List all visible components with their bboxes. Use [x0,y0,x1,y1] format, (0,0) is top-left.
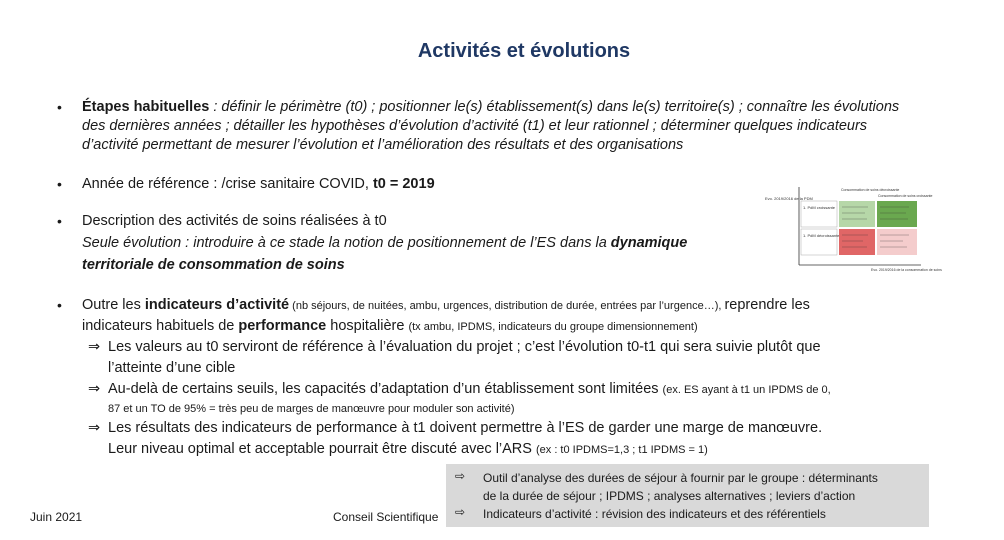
arrow-item-3-small: (ex : t0 IPDMS=1,3 ; t1 IPDMS = 1) [535,444,708,456]
bullet-etapes-line2-row [82,117,867,136]
note-2: Indicateurs d’activité : révision des indicateurs et des référentiels [483,507,826,521]
implies-arrow-icon: ⇒ [88,420,101,436]
arrow-item-1-line1: Les valeurs au t0 serviront de référence à l’évaluation du projet ; c’est l’évolution t0-t1 qui sera suivie plutôt que [108,339,821,355]
arrow-item-3-line1: Les résultats des indicateurs de performance à t1 doivent permettre à l’ES de garder une marge de manœuvre. [108,420,823,436]
note-1-line1: Outil d’analyse des durées de séjour à fournir par le groupe : déterminants [483,471,878,485]
implies-arrow-icon: ⇒ [88,339,101,355]
footer-org: Conseil Scientifique [333,510,439,524]
right-arrow-icon: ⇨ [455,505,466,519]
arrow-item-2 [88,380,831,400]
bullet-indicateurs-line2 [82,317,698,337]
note-1-line2: de la durée de séjour ; IPDMS ; analyses alternatives ; leviers d’action [483,489,856,503]
bullet-dot: • [57,213,62,229]
arrow-item-3-line2: Leur niveau optimal et acceptable pourrait être discuté avec l’ARS [108,441,536,457]
bullet-indicateurs-pre: Outre les [82,297,145,313]
thumb-cell-bottom: 1. PdM décroissante [803,233,840,238]
right-arrow-icon: ⇨ [455,469,466,483]
bullet-indicateurs-line1 [82,296,810,316]
arrow-item-2-small1: (ex. ES ayant à t1 un IPDMS de 0, [662,384,831,396]
bullet-description-line3: territoriale de consommation de soins [82,257,345,273]
bullet-description-line2: Seule évolution : introduire à ce stade la notion de positionnement de l’ES dans la [82,235,611,251]
bullet-indicateurs-line2-small: (tx ambu, IPDMS, indicateurs du groupe dimensionnement) [408,321,698,333]
bullet-etapes [82,98,899,117]
arrow-item-3 [88,419,822,438]
bullet-etapes-label: Étapes habituelles [82,99,210,115]
bullet-dot: • [57,297,62,313]
bullet-etapes-line3: d’activité permettant de mesurer l’évolution et l’amélioration des résultats et des organisations [82,137,684,153]
bullet-indicateurs-line2-pre: indicateurs habituels de [82,318,239,334]
bullet-description-line2-bold: dynamique [610,235,688,251]
bullet-annee-bold: t0 = 2019 [372,176,435,192]
thumb-col2: Consommation de soins croissante [878,194,933,198]
thumb-cell-top: 1. PdM croissante [803,205,836,210]
bullet-annee-text: Année de référence : /crise sanitaire COVID, [82,176,373,192]
bullet-etapes-line1: : définir le périmètre (t0) ; positionner le(s) établissement(s) dans le(s) territoire(s) ; connaître les évolutions [209,99,900,115]
bullet-etapes-line2: des dernières années ; détailler les hypothèses d’évolution d’activité (t1) et leur rationnel ; déterminer quelques indicateurs [82,118,868,134]
bullet-annee [82,175,435,194]
bullet-indicateurs-post: reprendre les [724,297,810,313]
bullet-indicateurs-line2-post: hospitalière [326,318,409,334]
implies-arrow-icon: ⇒ [88,381,101,397]
page-title: Activités et évolutions [417,40,631,62]
bullet-description-line3-row [82,256,345,275]
bullet-description-line1: Description des activités de soins réalisées à t0 [82,213,387,229]
arrow-item-2-small2: 87 et un TO de 95% = très peu de marges de manœuvre pour moduler son activité) [108,403,515,415]
arrow-item-1-line2: l’atteinte d’une cible [108,360,236,376]
thumb-bottom-label: Evo. 2019/2016 de la consommation de soins [871,268,942,272]
positioning-matrix-thumbnail [763,185,942,275]
arrow-item-2-line1: Au-delà de certains seuils, les capacités d’adaptation d’un établissement sont limitées [108,381,663,397]
bullet-etapes-line3-row [82,136,683,155]
bullet-indicateurs-small: (nb séjours, de nuitées, ambu, urgences, distribution de durée, entrées par l’urgence…), [289,300,725,312]
bullet-description-line2-row [82,234,687,253]
bullet-indicateurs-bold: indicateurs d’activité [144,297,290,313]
arrow-item-3-line2-row [108,440,708,460]
arrow-item-1 [88,338,821,357]
thumb-row-label: Evo. 2019/2016 de la PDM [765,196,813,201]
footer-date: Juin 2021 [30,510,83,524]
bullet-dot: • [57,176,62,192]
thumb-col1: Consommation de soins décroissante [841,188,900,192]
bullet-dot: • [57,99,62,115]
bullet-indicateurs-line2-bold: performance [238,318,327,334]
